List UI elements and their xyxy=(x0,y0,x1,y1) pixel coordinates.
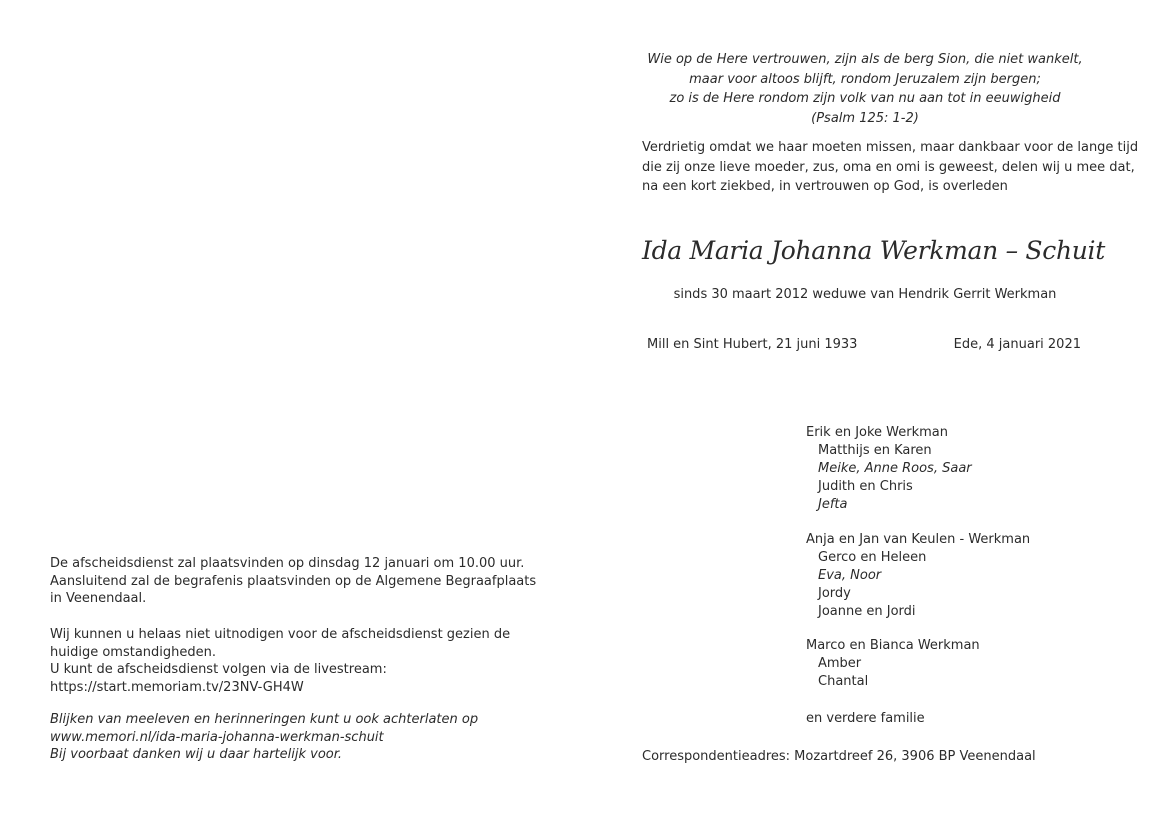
family-grandchildren: Meike, Anne Roos, Saar xyxy=(818,461,972,476)
family-child: Chantal xyxy=(818,674,869,689)
family-group xyxy=(806,531,1030,621)
service-line: De afscheidsdienst zal plaatsvinden op dinsdag 12 januari om 10.00 uur. xyxy=(50,556,525,571)
memori-url: www.memori.nl/ida-maria-johanna-werkman-schuit xyxy=(50,729,384,745)
birth-place-date: Mill en Sint Hubert, 21 juni 1933 xyxy=(647,337,858,352)
family-child: Jordy xyxy=(818,586,851,601)
deceased-name: Ida Maria Johanna Werkman – Schuit xyxy=(642,236,1105,265)
livestream-info xyxy=(50,626,510,697)
family-parents: Marco en Bianca Werkman xyxy=(806,638,980,653)
family-parents: Erik en Joke Werkman xyxy=(806,425,949,440)
livestream-line: Wij kunnen u helaas niet uitnodigen voor de afscheidsdienst gezien de xyxy=(50,627,511,642)
livestream-line: U kunt de afscheidsdienst volgen via de livestream: xyxy=(50,662,387,678)
service-line: in Veenendaal. xyxy=(50,591,147,607)
family-child: Joanne en Jordi xyxy=(818,604,916,619)
correspondence-address: Correspondentieadres: Mozartdreef 26, 3906 BP Veenendaal xyxy=(642,749,1036,764)
announcement-intro xyxy=(642,138,1138,197)
memori-info xyxy=(50,711,478,764)
family-group xyxy=(806,637,980,691)
family-group xyxy=(806,424,972,514)
memori-line: Blijken van meeleven en herinneringen kunt u ook achterlaten op xyxy=(50,712,479,727)
bible-verse xyxy=(642,50,1088,128)
family-child: Amber xyxy=(818,656,862,671)
livestream-line: huidige omstandigheden. xyxy=(50,644,217,660)
family-grandchildren: Eva, Noor xyxy=(818,568,882,583)
family-grandchildren: Jefta xyxy=(818,497,848,512)
intro-line: Verdrietig omdat we haar moeten missen, maar dankbaar voor de lange tijd xyxy=(642,140,1139,155)
verse-line: maar voor altoos blijft, rondom Jeruzalem zijn bergen; xyxy=(689,71,1041,87)
verse-line: zo is de Here rondom zijn volk van nu aan tot in eeuwigheid xyxy=(669,91,1061,106)
family-child: Matthijs en Karen xyxy=(818,443,932,458)
extended-family: en verdere familie xyxy=(806,711,925,726)
verse-line: Wie op de Here vertrouwen, zijn als de berg Sion, die niet wankelt, xyxy=(647,52,1083,67)
family-child: Gerco en Heleen xyxy=(818,550,927,565)
service-line: Aansluitend zal de begrafenis plaatsvinden op de Algemene Begraafplaats xyxy=(50,573,537,589)
intro-line: na een kort ziekbed, in vertrouwen op God, is overleden xyxy=(642,179,1008,194)
widow-line: sinds 30 maart 2012 weduwe van Hendrik Gerrit Werkman xyxy=(673,287,1057,302)
service-info xyxy=(50,555,536,608)
death-place-date: Ede, 4 januari 2021 xyxy=(953,337,1081,352)
memori-line: Bij voorbaat danken wij u daar hartelijk voor. xyxy=(50,747,343,763)
verse-reference: (Psalm 125: 1-2) xyxy=(811,110,919,126)
family-child: Judith en Chris xyxy=(818,479,913,494)
family-parents: Anja en Jan van Keulen - Werkman xyxy=(806,532,1031,547)
intro-line: die zij onze lieve moeder, zus, oma en omi is geweest, delen wij u mee dat, xyxy=(642,159,1135,175)
livestream-url: https://start.memoriam.tv/23NV-GH4W xyxy=(50,680,304,696)
